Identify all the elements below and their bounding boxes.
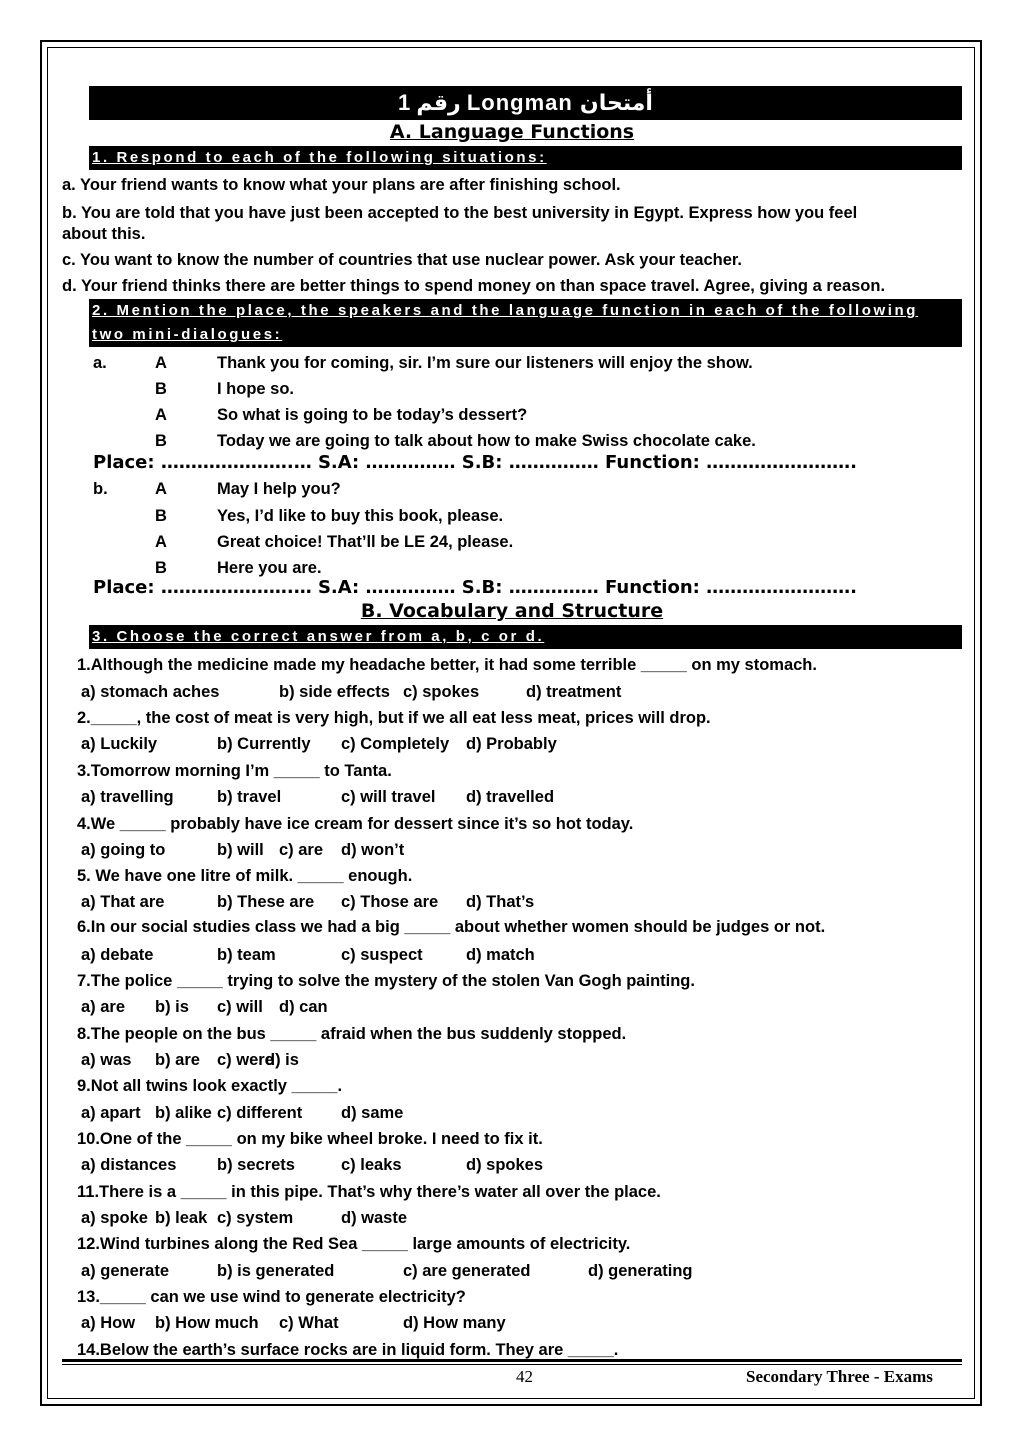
option: a) was [81,1051,132,1069]
option: d) How many [403,1314,506,1332]
question-text: 13._____ can we use wind to generate electricity? [77,1288,466,1306]
option: c) will travel [341,788,436,806]
exam-title-bar [89,86,962,120]
option: b) is generated [217,1262,335,1280]
exam-title: 1 رقم Longman أمتحان [398,90,653,115]
question-text: 6.In our social studies class we had a big _____ about whether women should be judges or not. [77,918,826,936]
q2-instruction-line2: two mini-dialogues: [92,326,283,343]
question-text: 1.Although the medicine made my headache better, it had some terrible _____ on my stomach. [77,656,817,674]
option: b) alike [155,1104,212,1122]
option: a) distances [81,1156,177,1174]
option: d) travelled [466,788,555,806]
q3-instruction: 3. Choose the correct answer from a, b, c or d. [92,628,545,645]
option: a) stomach aches [81,683,220,701]
option: d) same [341,1104,404,1122]
option: b) These are [217,893,315,911]
option: a) spoke [81,1209,148,1227]
option: a) travelling [81,788,174,806]
section-a-heading: A. Language Functions [389,121,635,143]
option: c) Completely [341,735,450,753]
q3-instruction-bar [89,625,962,649]
option: a) Luckily [81,735,158,753]
option: c) Those are [341,893,439,911]
dialogue-a-label: a. [93,354,107,372]
dialogue-a-answer-line: Place: ………………….… S.A: …………… S.B: …………… Function: ……………………. [93,452,857,473]
dialogue-a-line: Thank you for coming, sir. I’m sure our listeners will enjoy the show. [217,354,753,372]
option: a) generate [81,1262,170,1280]
option: b) will [217,841,264,859]
q1-item-c: c. You want to know the number of countries that use nuclear power. Ask your teacher. [62,251,743,269]
option: d) can [279,998,328,1016]
dialogue-a-speaker: B [155,432,167,450]
footer-series-title: Secondary Three - Exams [746,1367,933,1386]
option: c) different [217,1104,303,1122]
option: b) Currently [217,735,311,753]
option: d) Probably [466,735,557,753]
option: b) is [155,998,189,1016]
option: a) How [81,1314,136,1332]
question-text: 10.One of the _____ on my bike wheel broke. I need to fix it. [77,1130,543,1148]
option: d) match [466,946,535,964]
option: d) spokes [466,1156,544,1174]
option: c) suspect [341,946,423,964]
dialogue-b-speaker: B [155,507,167,525]
option: a) debate [81,946,154,964]
option: b) side effects [279,683,390,701]
option: c) will [217,998,263,1016]
question-text: 5. We have one litre of milk. _____ enough. [77,867,413,885]
question-text: 4.We _____ probably have ice cream for dessert since it’s so hot today. [77,815,634,833]
footer-rule [62,1359,962,1362]
dialogue-a-line: So what is going to be today’s dessert? [217,406,528,424]
q1-item-d: d. Your friend thinks there are better things to spend money on than space travel. Agree, giving a reason. [62,277,886,295]
question-text: 11.There is a _____ in this pipe. That’s why there’s water all over the place. [77,1183,661,1201]
question-text: 2._____, the cost of meat is very high, but if we all eat less meat, prices will drop. [77,709,711,727]
dialogue-b-line: May I help you? [217,480,341,498]
dialogue-b-label: b. [93,480,108,498]
option: b) leak [155,1209,208,1227]
option: d) is [265,1051,299,1069]
option: b) secrets [217,1156,295,1174]
page-number: 42 [516,1367,533,1386]
option: c) are generated [403,1262,531,1280]
section-b-heading: B. Vocabulary and Structure [360,600,664,622]
q2-instruction-bar [89,299,962,347]
option: c) leaks [341,1156,402,1174]
dialogue-a-speaker: B [155,380,167,398]
dialogue-a-line: I hope so. [217,380,295,398]
option: b) are [155,1051,200,1069]
option: b) travel [217,788,282,806]
option: c) were [217,1051,274,1069]
option: d) waste [341,1209,408,1227]
dialogue-b-line: Yes, I’d like to buy this book, please. [217,507,504,525]
q1-item-a: a. Your friend wants to know what your plans are after finishing school. [62,176,621,194]
q1-item-b-cont: about this. [62,225,146,243]
footer-rule [62,1364,962,1365]
option: a) apart [81,1104,141,1122]
option: b) How much [155,1314,259,1332]
option: a) are [81,998,126,1016]
dialogue-a-line: Today we are going to talk about how to make Swiss chocolate cake. [217,432,756,450]
option: c) spokes [403,683,480,701]
dialogue-b-line: Here you are. [217,559,322,577]
option: a) That are [81,893,165,911]
question-text: 8.The people on the bus _____ afraid when the bus suddenly stopped. [77,1025,627,1043]
dialogue-b-line: Great choice! That’ll be LE 24, please. [217,533,514,551]
q1-instruction-bar [89,146,962,170]
dialogue-b-answer-line: Place: ………………….… S.A: …………… S.B: …………… Function: ……………………. [93,577,857,598]
q1-instruction: 1. Respond to each of the following situations: [92,149,547,166]
option: c) system [217,1209,294,1227]
question-text: 14.Below the earth’s surface rocks are in liquid form. They are _____. [77,1341,619,1359]
option: b) team [217,946,276,964]
q2-instruction-line1: 2. Mention the place, the speakers and the language function in each of the following [92,302,919,319]
q1-item-b: b. You are told that you have just been accepted to the best university in Egypt. Express how you feel [62,204,858,222]
option: a) going to [81,841,166,859]
dialogue-a-speaker: A [155,354,167,372]
question-text: 7.The police _____ trying to solve the mystery of the stolen Van Gogh painting. [77,972,695,990]
question-text: 3.Tomorrow morning I’m _____ to Tanta. [77,762,392,780]
dialogue-b-speaker: A [155,480,167,498]
question-text: 9.Not all twins look exactly _____. [77,1077,343,1095]
option: d) generating [588,1262,693,1280]
option: d) That’s [466,893,535,911]
dialogue-a-speaker: A [155,406,167,424]
dialogue-b-speaker: A [155,533,167,551]
option: c) What [279,1314,339,1332]
option: c) are [279,841,324,859]
option: d) won’t [341,841,405,859]
question-text: 12.Wind turbines along the Red Sea _____ large amounts of electricity. [77,1235,631,1253]
option: d) treatment [526,683,622,701]
dialogue-b-speaker: B [155,559,167,577]
